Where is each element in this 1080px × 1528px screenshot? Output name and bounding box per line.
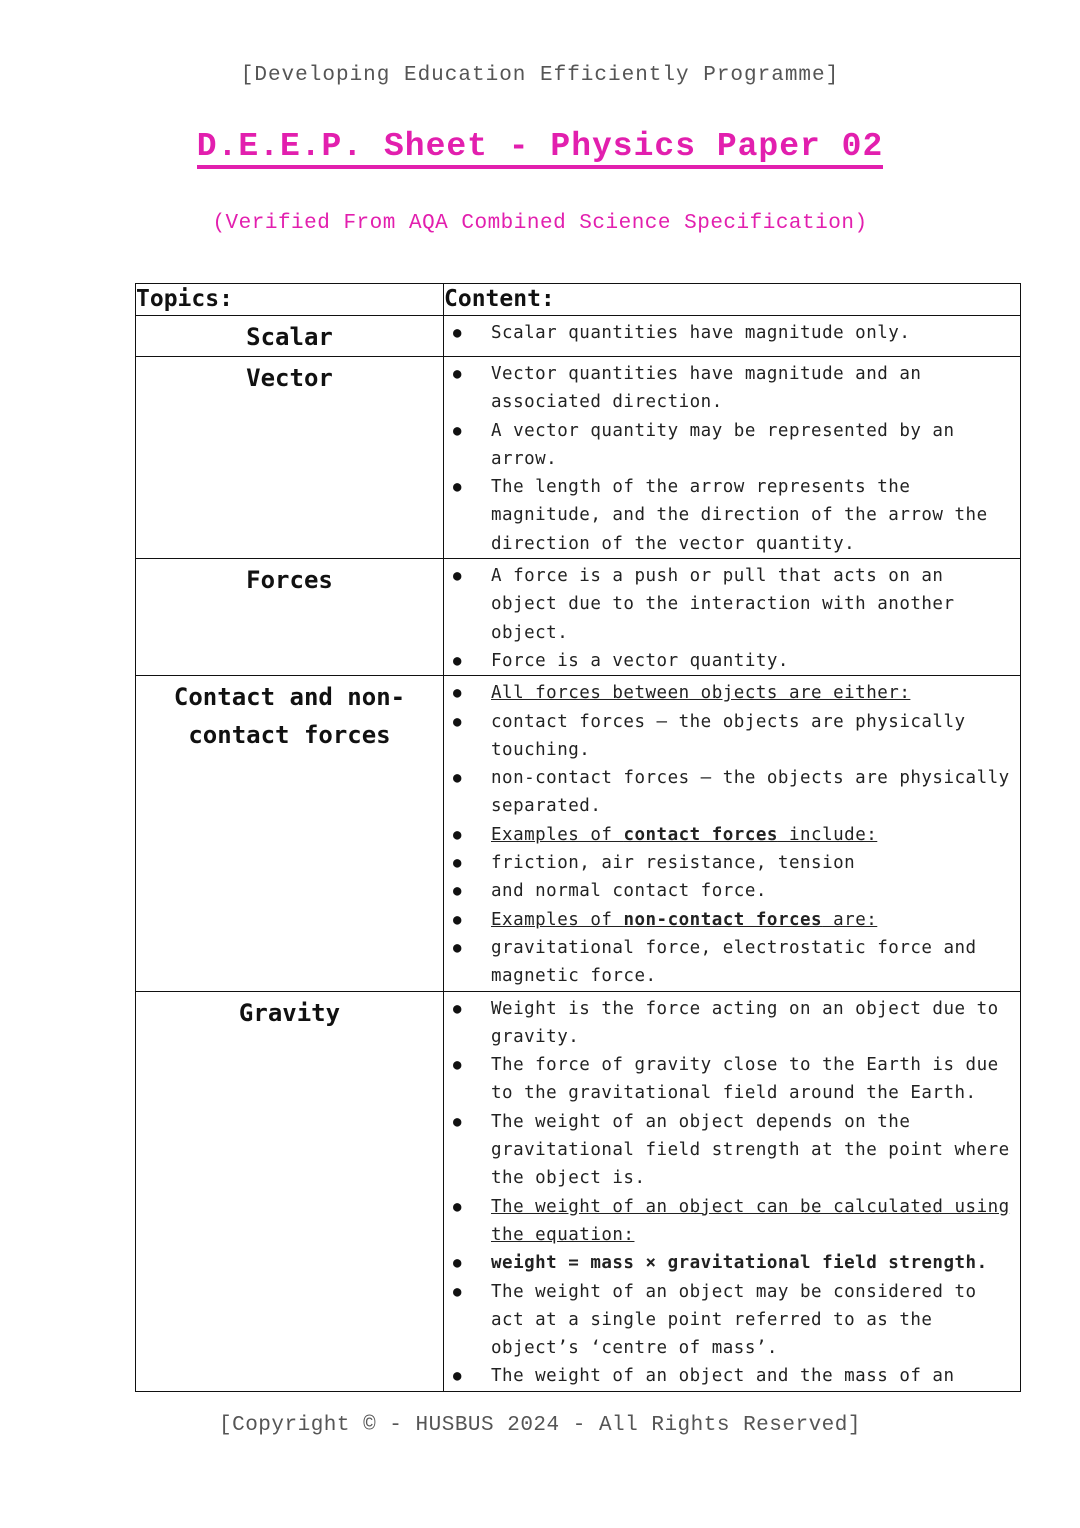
bullet-icon: ● — [453, 939, 462, 956]
list-item — [444, 647, 1012, 675]
point-text: gravitational force, electrostatic force and magnetic force. — [491, 937, 977, 987]
point-text-post: include: — [777, 824, 878, 845]
topic-cell — [136, 676, 444, 991]
point-text: A force is a push or pull that acts on an object due to the interaction with another object. — [491, 566, 955, 643]
point-text: Weight is the force acting on an object due to gravity. — [491, 998, 999, 1047]
topic-label: Forces — [246, 566, 333, 595]
bullet-icon: ● — [453, 685, 462, 702]
list-item — [444, 906, 1012, 934]
point-text-post: are: — [822, 909, 878, 930]
bullet-icon: ● — [453, 1368, 462, 1385]
point-text — [491, 910, 877, 930]
table-row — [136, 676, 1021, 991]
list-item — [444, 1108, 1012, 1193]
point-text: The force of gravity close to the Earth is due to the gravitational field around the Earth. — [491, 1055, 999, 1104]
list-item — [444, 319, 1012, 347]
topic-label: Vector — [246, 364, 333, 392]
point-text: Scalar quantities have magnitude only. — [491, 323, 911, 343]
page-title-text: D.E.E.P. Sheet - Physics Paper 02 — [197, 128, 884, 169]
point-text — [491, 825, 877, 845]
point-text: contact forces – the objects are physically touching. — [491, 711, 966, 760]
bullet-icon: ● — [453, 1283, 462, 1300]
page-title — [0, 128, 1080, 165]
table-row — [136, 316, 1021, 357]
list-item — [444, 849, 1012, 877]
bullet-icon: ● — [453, 1255, 462, 1272]
topic-label: Scalar — [246, 323, 333, 351]
list-item — [444, 764, 1012, 821]
content-list — [444, 676, 1020, 990]
programme-name: [Developing Education Efficiently Programme] — [240, 64, 840, 87]
bullet-icon: ● — [453, 1000, 462, 1017]
content-list — [444, 357, 1020, 558]
topic-cell — [136, 559, 444, 676]
bullet-icon: ● — [453, 911, 462, 928]
point-text-bold: contact forces — [623, 824, 778, 845]
topic-cell — [136, 316, 444, 357]
list-item — [444, 1193, 1012, 1250]
point-text: non-contact forces – the objects are physically separated. — [491, 768, 1010, 817]
list-item — [444, 995, 1012, 1052]
table-row — [136, 559, 1021, 676]
list-item — [444, 1249, 1012, 1277]
list-item — [444, 360, 1012, 417]
topic-cell — [136, 357, 444, 559]
content-list — [444, 559, 1020, 675]
point-text: A vector quantity may be represented by an arrow. — [491, 420, 955, 469]
point-text: The weight of an object depends on the gravitational field strength at the point where the object is. — [491, 1111, 1010, 1189]
content-list — [444, 992, 1020, 1391]
list-item — [444, 1051, 1012, 1108]
bullet-icon: ● — [453, 325, 462, 341]
bullet-icon: ● — [453, 1057, 462, 1074]
content-cell — [444, 316, 1021, 357]
content-column-header: Content: — [444, 284, 1021, 316]
list-item — [444, 562, 1012, 647]
bullet-icon: ● — [453, 1198, 462, 1215]
bullet-icon: ● — [453, 568, 462, 585]
list-item — [444, 821, 1012, 849]
bullet-icon: ● — [453, 479, 462, 496]
content-cell — [444, 676, 1021, 991]
point-text-bold: non-contact forces — [623, 909, 823, 930]
point-text: The weight of an object may be considered to act at a single point referred to as the object’s ‘centre of mass’. — [491, 1281, 977, 1359]
table-header-row — [136, 284, 1021, 316]
topic-label: Gravity — [238, 998, 341, 1027]
table-row — [136, 357, 1021, 559]
bullet-icon: ● — [453, 366, 462, 382]
point-text: The length of the arrow represents the magnitude, and the direction of the arrow the direction of the vector quantity. — [491, 477, 988, 554]
topic-label: Contact and non-contact forces — [173, 683, 406, 750]
bullet-icon: ● — [453, 770, 462, 787]
point-text: and normal contact force. — [491, 881, 767, 902]
point-text-pre: Examples of — [491, 824, 624, 845]
page-subtitle: (Verified From AQA Combined Science Specification) — [212, 212, 868, 235]
point-text: Force is a vector quantity. — [491, 650, 789, 671]
point-text: The weight of an object and the mass of an — [491, 1366, 955, 1387]
list-item — [444, 934, 1012, 991]
point-text: friction, air resistance, tension — [491, 853, 856, 874]
bullet-icon: ● — [453, 883, 462, 900]
point-text: The weight of an object can be calculated using the equation: — [491, 1196, 1010, 1245]
list-item — [444, 708, 1012, 765]
list-item — [444, 877, 1012, 905]
topics-column-header: Topics: — [136, 284, 444, 316]
content-cell — [444, 559, 1021, 676]
list-item — [444, 1362, 1012, 1390]
content-cell — [444, 991, 1021, 1391]
topics-table — [135, 283, 1021, 1392]
content-cell — [444, 357, 1021, 559]
topic-cell — [136, 991, 444, 1391]
equation-text: weight = mass × gravitational field strength. — [491, 1253, 988, 1274]
bullet-icon: ● — [453, 1113, 462, 1130]
bullet-icon: ● — [453, 826, 462, 843]
list-item — [444, 679, 1012, 707]
point-text: Vector quantities have magnitude and an associated direction. — [491, 364, 922, 413]
bullet-icon: ● — [453, 422, 462, 439]
list-item — [444, 473, 1012, 558]
bullet-icon: ● — [453, 713, 462, 730]
table-row — [136, 991, 1021, 1391]
bullet-icon: ● — [453, 652, 462, 669]
content-list — [444, 316, 1020, 347]
list-item — [444, 417, 1012, 474]
point-text: All forces between objects are either: — [491, 683, 911, 704]
point-text-pre: Examples of — [491, 909, 624, 930]
list-item — [444, 1278, 1012, 1363]
bullet-icon: ● — [453, 855, 462, 872]
copyright-footer: [Copyright © - HUSBUS 2024 - All Rights Reserved] — [218, 1414, 861, 1437]
